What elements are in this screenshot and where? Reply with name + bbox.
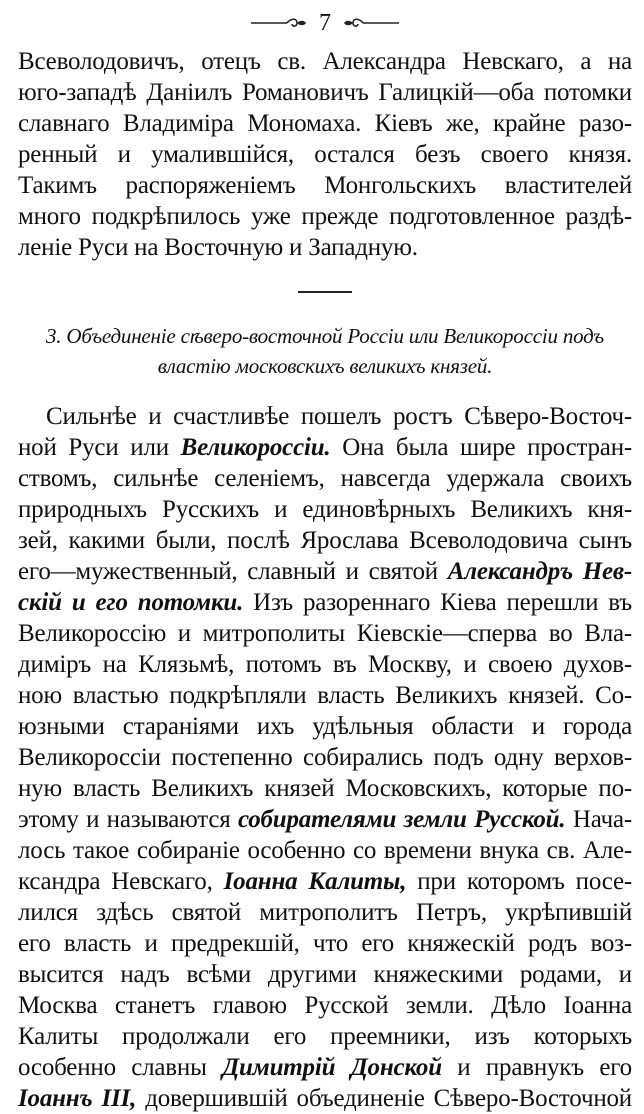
text-line xyxy=(18,1052,632,1083)
text-line: леніе Руси на Восточную и Западную. xyxy=(18,234,418,261)
text-line: Великороссіи постепенно собирались подъ одну верхов- xyxy=(18,744,632,771)
text-line: много подкрѣпилось уже прежде подготовленное раздѣ- xyxy=(18,203,632,230)
text-line: ренный и умалившійся, остался безъ своего князя. xyxy=(18,141,632,168)
text-line: Великороссію и митрополиты Кіевскіе—сперва во Вла- xyxy=(18,620,632,647)
text-line: юго-западѣ Даніилъ Романовичъ Галицкій—оба потомки xyxy=(18,79,632,106)
text-line: ную власть Великихъ князей Московскихъ, которые по- xyxy=(18,775,632,802)
text-line: природныхъ Русскихъ и единовѣрныхъ Великихъ кня- xyxy=(18,496,632,523)
right-ornament-icon xyxy=(341,16,401,30)
text-span: довершившій объединеніе Сѣверо-Восточной xyxy=(136,1085,632,1112)
text-line: высится надъ всѣми другими княжескими родами, и xyxy=(18,961,632,988)
text-line xyxy=(18,556,632,587)
page-header xyxy=(18,0,632,44)
section-divider xyxy=(18,263,632,321)
paragraph-1 xyxy=(18,46,632,263)
emphasis-dmitry-donskoy: Димитрій Донской xyxy=(222,1054,442,1081)
text-line: диміръ на Клязьмѣ, потомъ въ Москву, и своею духов- xyxy=(18,651,632,678)
section-heading-line-2: властію московскихъ великихъ князей. xyxy=(157,354,493,378)
text-line: ною властью подкрѣпляли власть Великихъ князей. Со- xyxy=(18,682,632,709)
text-span: его—мужественный, славный и святой xyxy=(18,558,448,585)
text-line: лился здѣсь святой митрополитъ Петръ, укрѣпившій xyxy=(18,899,632,926)
text-line: юзными стараніями ихъ удѣльныя области и города xyxy=(18,713,632,740)
emphasis-alexander-nevsky: Александръ Нев- xyxy=(447,558,632,585)
text-line: славнаго Владиміра Мономаха. Кіевъ же, крайне разо- xyxy=(18,110,632,137)
book-page xyxy=(18,0,633,1112)
text-line xyxy=(18,804,632,835)
section-heading-line-1: 3. Объединеніе сѣверо-восточной Россіи или Великороссіи подъ xyxy=(45,324,604,348)
text-line: зей, какими были, послѣ Ярослава Всеволодовича сынъ xyxy=(18,527,632,554)
text-span: и правнукъ его xyxy=(441,1054,632,1081)
text-line: Всеволодовичъ, отецъ св. Александра Невскаго, а на xyxy=(18,48,632,75)
text-line: Москва станетъ главою Русской земли. Дѣло Іоанна xyxy=(18,992,632,1019)
divider-rule xyxy=(298,291,352,293)
left-ornament-icon xyxy=(249,16,309,30)
text-span: Она была шире простран- xyxy=(330,434,632,461)
text-span: ной Руси или xyxy=(18,434,181,461)
text-line: ствомъ, сильнѣе селеніемъ, навсегда удержала своихъ xyxy=(18,465,632,492)
text-line: Такимъ распоряженіемъ Монгольскихъ властителей xyxy=(18,172,632,199)
text-span: Нача- xyxy=(565,806,632,833)
text-span: Изъ разореннаго Кіева перешли въ xyxy=(243,589,632,616)
emphasis-descendants: скій и его потомки. xyxy=(18,589,244,616)
page-number: 7 xyxy=(319,9,331,36)
text-span: особенно славны xyxy=(18,1054,223,1081)
text-span: при которомъ посе- xyxy=(406,868,633,895)
text-line xyxy=(18,587,632,618)
text-line: лось такое собираніе особенно со времени внука св. Але- xyxy=(18,837,632,864)
text-span: этому и называются xyxy=(18,806,238,833)
text-line: Сильнѣе и счастливѣе пошелъ ростъ Сѣверо-Восточ- xyxy=(46,403,632,430)
text-span: ксандра Невскаго, xyxy=(18,868,224,895)
emphasis-velikorossia: Великороссіи. xyxy=(180,434,331,461)
paragraph-2 xyxy=(18,401,632,1114)
emphasis-ioann-kalita: Іоанна Калиты, xyxy=(223,868,407,895)
emphasis-ioann-iii: Іоаннъ III, xyxy=(18,1085,137,1112)
text-line: Калиты продолжали его преемники, изъ которыхъ xyxy=(18,1023,632,1050)
section-heading xyxy=(18,321,632,381)
text-line xyxy=(18,1083,632,1114)
emphasis-gatherers: собирателями земли Русской. xyxy=(237,806,566,833)
text-line xyxy=(18,866,632,897)
text-line xyxy=(18,432,632,463)
text-line: его власть и предрекшій, что его княжескій родъ воз- xyxy=(18,930,632,957)
